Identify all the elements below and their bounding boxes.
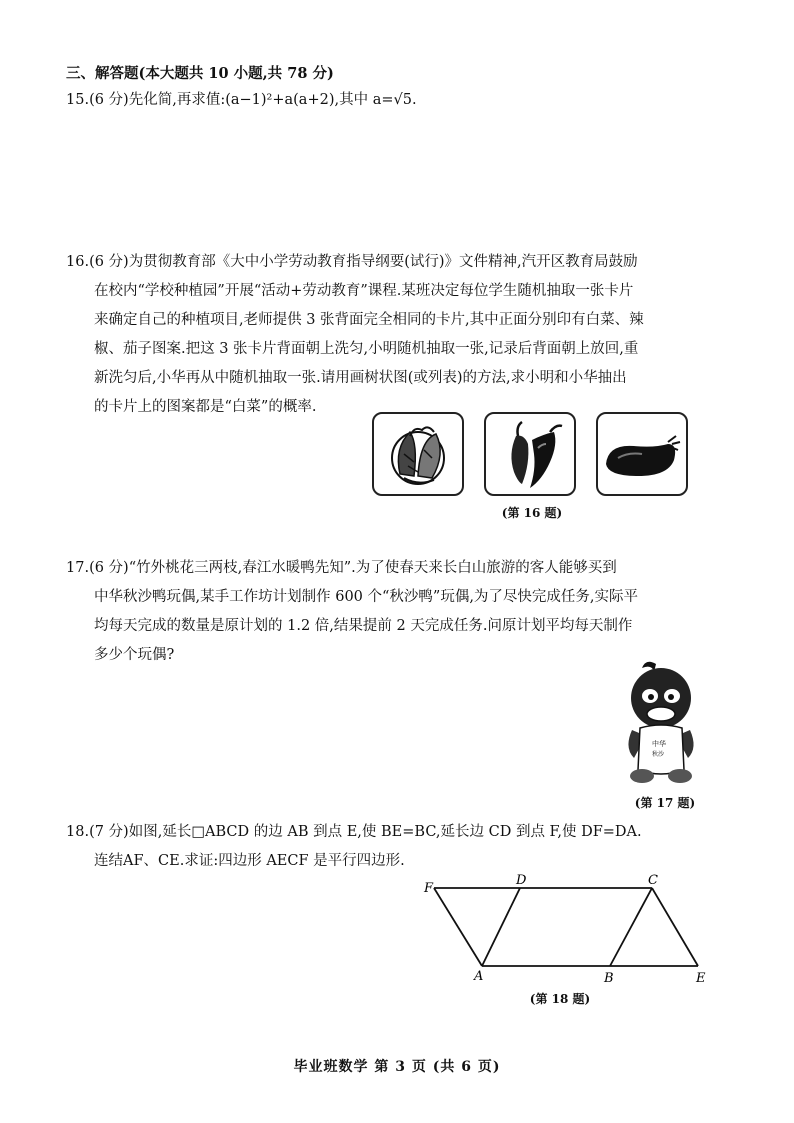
label-d: D [516, 873, 527, 888]
question-16 [66, 248, 706, 422]
q18-line-1: (7 分)如图,延长□ABCD 的边 AB 到点 E,使 BE=BC,延长边 CD 到点 F,使 DF=DA. [89, 824, 642, 840]
label-b: B [604, 971, 614, 986]
line-da [482, 888, 520, 966]
q17-line-4: 多少个玩偶? [94, 647, 175, 663]
pepper-icon [486, 414, 574, 494]
q15-line-1: (6 分)先化简,再求值:(a−1)²+a(a+2),其中 a=√5. [89, 92, 417, 108]
question-17 [66, 554, 706, 670]
q16-line-1: (6 分)为贯彻教育部《大中小学劳动教育指导纲要(试行)》文件精神,汽开区教育局鼓励 [89, 254, 638, 270]
q18-number: 18. [66, 824, 90, 840]
question-15 [66, 86, 706, 115]
cabbage-card [372, 412, 464, 496]
svg-text:中华: 中华 [652, 740, 666, 748]
eggplant-card [596, 412, 688, 496]
q15-number: 15. [66, 92, 90, 108]
q18-line-2: 连结AF、CE.求证:四边形 AECF 是平行四边形. [94, 853, 405, 869]
q16-caption: (第 16 题) [501, 506, 563, 520]
page-footer: 毕业班数学 第 3 页 (共 6 页) [293, 1059, 501, 1075]
q17-number: 17. [66, 560, 90, 576]
label-e: E [696, 971, 706, 986]
q16-line-4: 椒、茄子图案.把这 3 张卡片背面朝上洗匀,小明随机抽取一张,记录后背面朝上放回,重 [94, 341, 639, 357]
q16-line-3: 来确定自己的种植项目,老师提供 3 张背面完全相同的卡片,其中正面分别印有白菜、辣 [94, 312, 644, 328]
line-cb [610, 888, 652, 966]
parallelogram-figure [420, 872, 710, 988]
line-ce [652, 888, 698, 966]
q16-line-2: 在校内“学校种植园”开展“活动+劳动教育”课程.某班决定每位学生随机抽取一张卡片 [94, 283, 634, 299]
q16-line-5: 新洗匀后,小华再从中随机抽取一张.请用画树状图(或列表)的方法,求小明和小华抽出 [94, 370, 627, 386]
label-c: C [648, 873, 658, 888]
svg-text:秋沙: 秋沙 [652, 751, 665, 758]
eggplant-icon [598, 414, 686, 494]
pepper-card [484, 412, 576, 496]
label-f: F [424, 881, 434, 896]
line-fa [434, 888, 482, 966]
q16-line-6: 的卡片上的图案都是“白菜”的概率. [94, 399, 317, 415]
q17-line-1: (6 分)“竹外桃花三两枝,春江水暖鸭先知”.为了使春天来长白山旅游的客人能够买到 [89, 560, 617, 576]
q17-caption: (第 17 题) [634, 796, 696, 810]
q17-line-2: 中华秋沙鸭玩偶,某手工作坊计划制作 600 个“秋沙鸭”玩偶,为了尽快完成任务,实际平 [94, 589, 639, 605]
question-18 [66, 818, 706, 876]
label-a: A [474, 969, 484, 984]
cabbage-icon [374, 414, 462, 494]
q17-line-3: 均每天完成的数量是原计划的 1.2 倍,结果提前 2 天完成任务.问原计划平均每天制作 [94, 618, 633, 634]
q18-caption: (第 18 题) [529, 992, 591, 1006]
section-title: 三、解答题(本大题共 10 小题,共 78 分) [66, 65, 334, 82]
q16-number: 16. [66, 254, 90, 270]
duck-toy-icon [616, 658, 706, 790]
